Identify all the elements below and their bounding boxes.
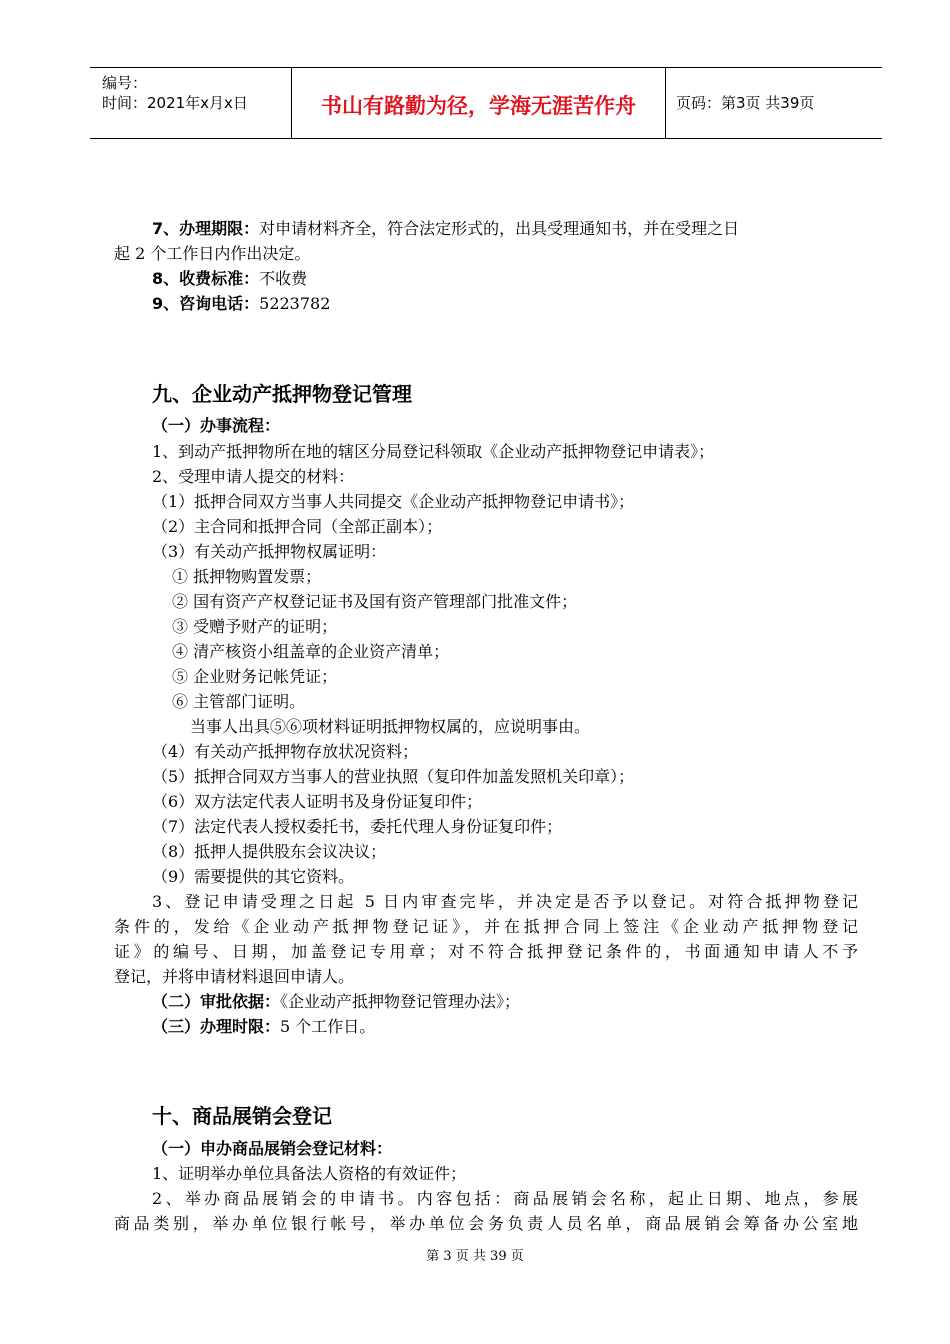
proof-3: ③ 受赠予财产的证明；	[172, 617, 338, 636]
header-motto: 书山有路勤为径，学海无涯苦作舟	[321, 94, 636, 118]
item-9	[152, 292, 330, 316]
section-9-line-3c: 证》的编号、日期，加盖登记专用章；对不符合抵押登记条件的，书面通知申请人不予	[114, 942, 858, 961]
section-9-line-1: 1、到动产抵押物所在地的辖区分局登记科领取《企业动产抵押物登记申请表》；	[152, 442, 715, 461]
proof-5: ⑤ 企业财务记帐凭证；	[172, 667, 338, 686]
page-header	[90, 67, 882, 139]
material-6: （6）双方法定代表人证明书及身份证复印件；	[152, 792, 483, 811]
section-9-sub3-label: （三）办理时限：	[152, 1017, 281, 1036]
section-9-sub3	[152, 1015, 375, 1039]
proof-2: ② 国有资产产权登记证书及国有资产管理部门批准文件；	[172, 592, 578, 611]
proof-1: ① 抵押物购置发票；	[172, 567, 322, 586]
section-9-line-2: 2、受理申请人提交的材料：	[152, 467, 355, 486]
header-number: 编号：	[102, 74, 148, 92]
section-9-sub1-label: （一）办事流程：	[152, 416, 281, 435]
material-5: （5）抵押合同双方当事人的营业执照（复印件加盖发照机关印章）；	[152, 767, 635, 786]
material-4: （4）有关动产抵押物存放状况资料；	[152, 742, 419, 761]
section-10-sub1	[152, 1137, 392, 1161]
section-9-title: 九、企业动产抵押物登记管理	[152, 382, 412, 406]
header-motto-cell	[292, 68, 666, 138]
section-9-line-3a: 3、登记申请受理之日起 5 日内审查完毕，并决定是否予以登记。对符合抵押物登记	[152, 892, 858, 911]
item-8	[152, 267, 307, 291]
section-10-line-2a: 2、举办商品展销会的申请书。内容包括：商品展销会名称，起止日期、地点，参展	[152, 1189, 858, 1208]
section-10-title: 十、商品展销会登记	[152, 1104, 332, 1128]
material-7: （7）法定代表人授权委托书，委托代理人身份证复印件；	[152, 817, 563, 836]
material-3: （3）有关动产抵押物权属证明：	[152, 542, 387, 561]
material-1: （1）抵押合同双方当事人共同提交《企业动产抵押物登记申请书》；	[152, 492, 635, 511]
item-7-label: 7、办理期限：	[152, 219, 260, 238]
material-8: （8）抵押人提供股东会议决议；	[152, 842, 387, 861]
header-page-info: 页码：第3页 共39页	[676, 94, 815, 112]
material-2: （2）主合同和抵押合同（全部正副本）；	[152, 517, 443, 536]
item-9-text: 5223782	[259, 294, 331, 313]
section-10-line-2b: 商品类别，举办单位银行帐号，举办单位会务负责人员名单，商品展销会筹备办公室地	[114, 1214, 858, 1233]
proof-note: 当事人出具⑤⑥项材料证明抵押物权属的，应说明事由。	[190, 717, 591, 736]
section-10-line-1: 1、证明举办单位具备法人资格的有效证件；	[152, 1164, 467, 1183]
section-10-sub1-label: （一）申办商品展销会登记材料：	[152, 1139, 393, 1158]
proof-4: ④ 清产核资小组盖章的企业资产清单；	[172, 642, 450, 661]
section-9-sub2	[152, 990, 520, 1014]
section-9-sub2-label: （二）审批依据：	[152, 992, 281, 1011]
header-page-cell	[666, 68, 882, 138]
item-8-label: 8、收费标准：	[152, 269, 260, 288]
item-7-cont: 起 2 个工作日内作出决定。	[114, 244, 311, 263]
section-9-line-3d: 登记，并将申请材料退回申请人。	[114, 967, 355, 986]
section-9-sub2-text: 《企业动产抵押物登记管理办法》；	[280, 992, 521, 1011]
item-9-label: 9、咨询电话：	[152, 294, 260, 313]
header-time: 时间：2021年x月x日	[102, 94, 248, 112]
section-9-sub3-text: 5 个工作日。	[280, 1017, 376, 1036]
section-9-sub1	[152, 414, 280, 438]
section-9-line-3b: 条件的，发给《企业动产抵押物登记证》，并在抵押合同上签注《企业动产抵押物登记	[114, 917, 858, 936]
item-7	[152, 217, 739, 241]
page-footer: 第 3 页 共 39 页	[426, 1249, 524, 1264]
material-9: （9）需要提供的其它资料。	[152, 867, 355, 886]
header-info-cell	[90, 68, 292, 138]
item-7-text: 对申请材料齐全，符合法定形式的，出具受理通知书，并在受理之日	[259, 219, 740, 238]
proof-6: ⑥ 主管部门证明。	[172, 692, 306, 711]
item-8-text: 不收费	[259, 269, 308, 288]
